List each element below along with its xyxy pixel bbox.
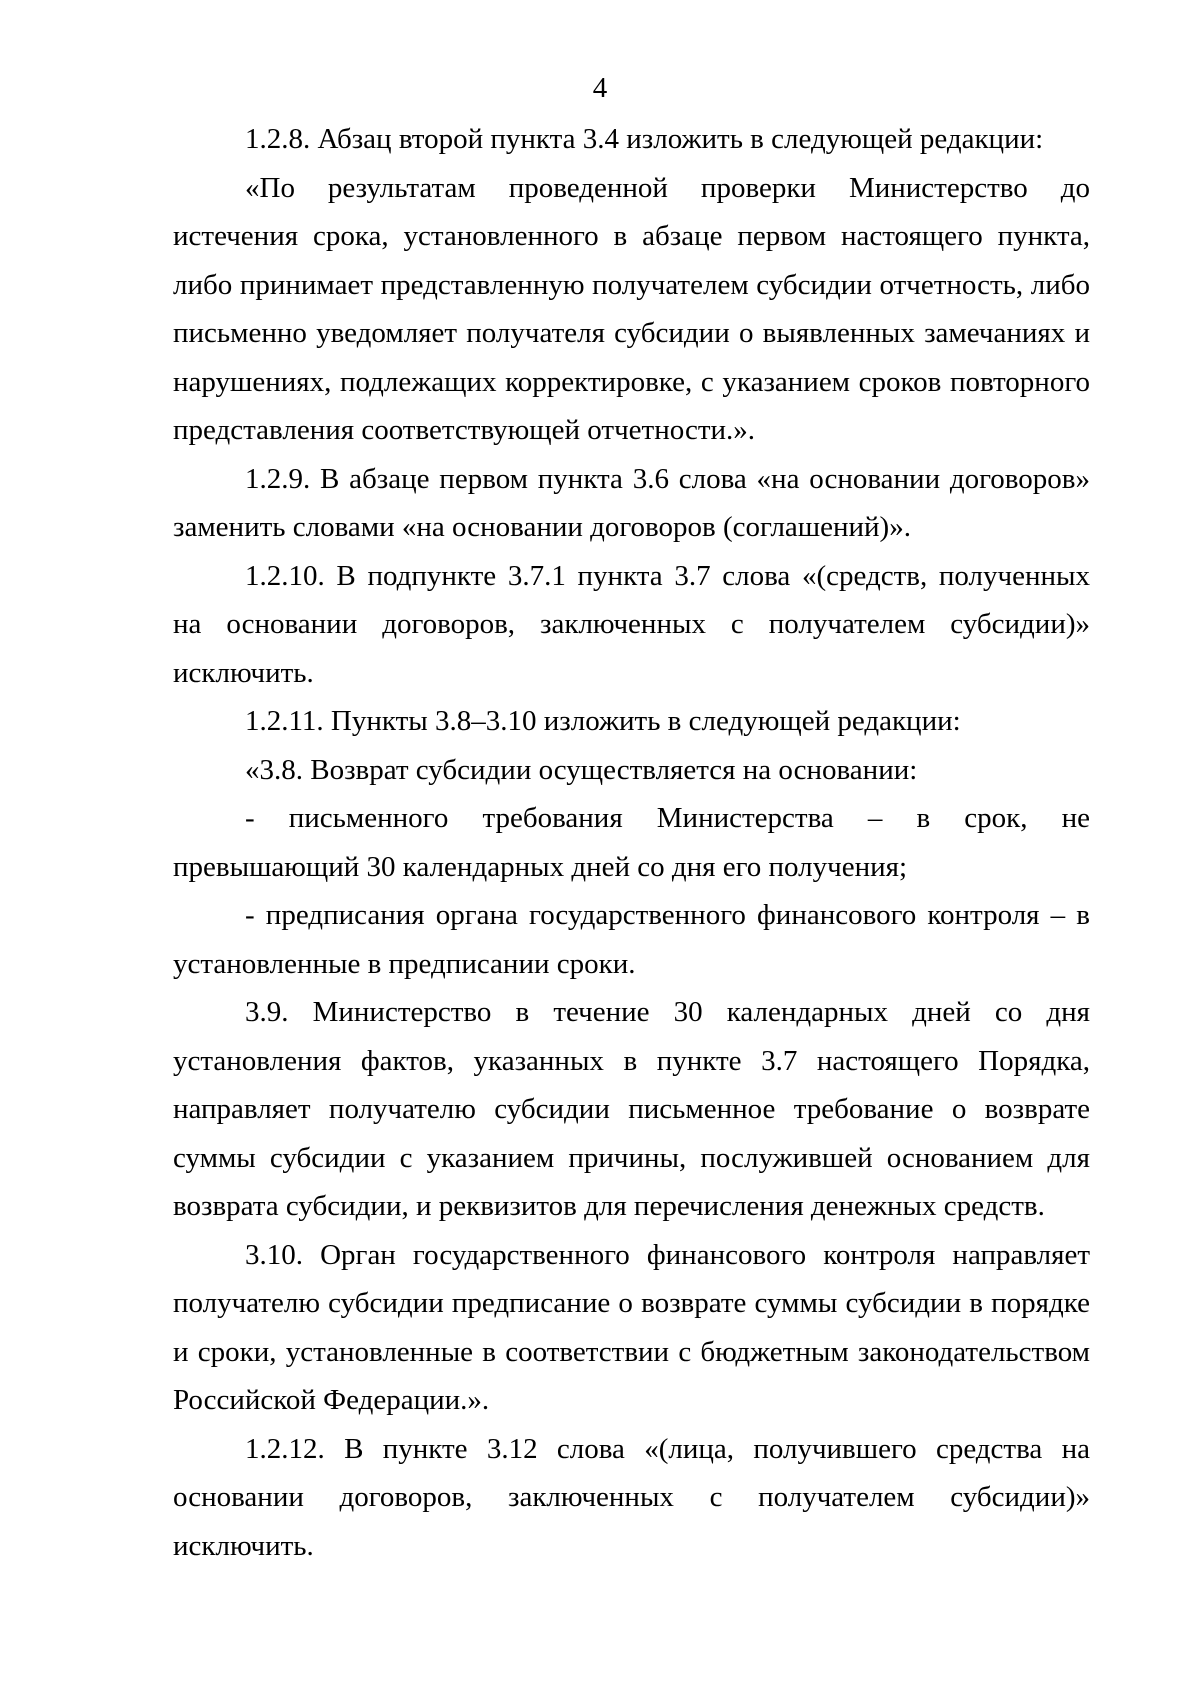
paragraph-3-8-item-2: - предписания органа государственного финансового контроля – в установленные в предписании сроки.	[173, 899, 1090, 980]
paragraph-1-2-10: 1.2.10. В подпункте 3.7.1 пункта 3.7 слова «(средств, полученных на основании договоров, заключенных с получателем субсидии)» исключить.	[173, 559, 1090, 689]
paragraph-quote-3-4: «По результатам проведенной проверки Министерство до истечения срока, установленного в абзаце первом настоящего пункта, либо принимает представленную получателем субсидии отчетность, либо письменно уведомляет получателя субсидии о выявленных замечаниях и нарушениях, подлежащих корректировке, с указанием сроков повторного представления соответствующей отчетности.».	[173, 171, 1090, 446]
paragraph-1-2-9: 1.2.9. В абзаце первом пункта 3.6 слова «на основании договоров» заменить словами «на основании договоров (соглашений)».	[173, 462, 1090, 543]
paragraph-3-8: «3.8. Возврат субсидии осуществляется на основании:	[245, 753, 918, 786]
paragraph-1-2-12: 1.2.12. В пункте 3.12 слова «(лица, получившего средства на основании договоров, заключенных с получателем субсидии)» исключить.	[173, 1432, 1090, 1562]
paragraph-1-2-8: 1.2.8. Абзац второй пункта 3.4 изложить в следующей редакции:	[245, 123, 1044, 155]
paragraph-1-2-11: 1.2.11. Пункты 3.8–3.10 изложить в следующей редакции:	[245, 705, 961, 737]
document-body	[173, 115, 1090, 1570]
paragraph-3-8-item-1: - письменного требования Министерства – в срок, не превышающий 30 календарных дней со дня его получения;	[173, 802, 1090, 883]
paragraph-3-9: 3.9. Министерство в течение 30 календарных дней со дня установления фактов, указанных в пункте 3.7 настоящего Порядка, направляет получателю субсидии письменное требование о возврате суммы субсидии с указанием причины, послужившей основанием для возврата субсидии, и реквизитов для перечисления денежных средств.	[173, 996, 1090, 1222]
paragraph-3-10: 3.10. Орган государственного финансового контроля направляет получателю субсидии предписание о возврате суммы субсидии в порядке и сроки, установленные в соответствии с бюджетным законодательством Российской Федерации.».	[173, 1238, 1090, 1416]
page-number: 4	[592, 72, 608, 104]
